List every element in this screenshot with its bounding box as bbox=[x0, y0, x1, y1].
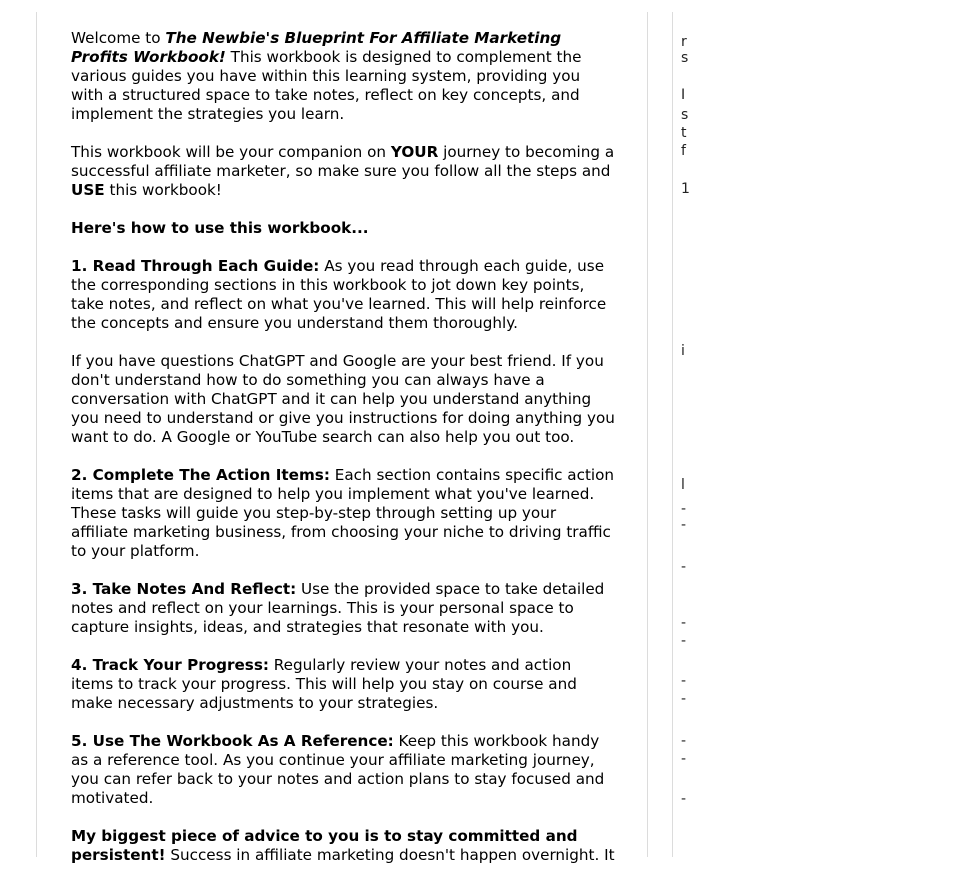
next-page-fragment: - bbox=[681, 733, 687, 749]
document-page bbox=[36, 12, 648, 864]
next-page-fragment: l bbox=[681, 477, 685, 493]
step-4 bbox=[71, 656, 616, 713]
next-page-fragment: - bbox=[681, 691, 687, 707]
next-page-fragment: - bbox=[681, 633, 687, 649]
step-body: As you read through each guide, use the corresponding sections in this workbook to jot down key points, take notes, and reflect on what you've learned. This will help reinforce the concepts and ensure you understand them thoroughly. bbox=[71, 257, 607, 332]
next-page-fragment: i bbox=[681, 343, 685, 359]
howto-heading: Here's how to use this workbook... bbox=[71, 219, 369, 237]
step-3 bbox=[71, 580, 616, 637]
next-page-fragment: - bbox=[681, 501, 687, 517]
step-body: Each section contains specific action items that are designed to help you implement what you've learned. These tasks will guide you step-by-step through setting up your affiliate marketing business, from choosing your niche to driving traffic to your platform. bbox=[71, 466, 615, 560]
next-page-fragment: r bbox=[681, 34, 687, 50]
companion-emph-your: YOUR bbox=[390, 143, 439, 161]
step-5 bbox=[71, 732, 616, 808]
step-body: Regularly review your notes and action items to track your progress. This will help you stay on course and make necessary adjustments to your strategies. bbox=[71, 656, 577, 712]
step-title: 4. Track Your Progress: bbox=[71, 656, 269, 674]
workbook-title: The Newbie's Blueprint For Affiliate Marketing Profits Workbook! bbox=[71, 29, 562, 66]
next-page-edge bbox=[672, 12, 973, 857]
companion-paragraph bbox=[71, 143, 616, 200]
step-title: 5. Use The Workbook As A Reference: bbox=[71, 732, 394, 750]
next-page-fragment: 1 bbox=[681, 181, 690, 197]
step-title: 1. Read Through Each Guide: bbox=[71, 257, 320, 275]
intro-welcome-prefix: Welcome to bbox=[71, 29, 166, 47]
chatgpt-paragraph: If you have questions ChatGPT and Google are your best friend. If you don't understand how to do something you can always have a conversation with ChatGPT and it can help you understand anything you need to understand or give you instructions for doing anything you want to do. A Google or YouTube search can also help you out too. bbox=[71, 352, 615, 446]
companion-text-b: journey to becoming a successful affiliate marketer, so make sure you follow all the steps and bbox=[71, 143, 615, 180]
step-2 bbox=[71, 466, 616, 561]
next-page-fragment: - bbox=[681, 559, 687, 575]
companion-emph-use: USE bbox=[71, 181, 105, 199]
companion-text-a: This workbook will be your companion on bbox=[71, 143, 391, 161]
step-body: Use the provided space to take detailed notes and reflect on your learnings. This is your personal space to capture insights, ideas, and strategies that resonate with you. bbox=[71, 580, 605, 636]
next-page-fragment: s bbox=[681, 107, 689, 123]
step-body: Keep this workbook handy as a reference tool. As you continue your affiliate marketing journey, you can refer back to your notes and action plans to stay focused and motivated. bbox=[71, 732, 605, 807]
step-title: 3. Take Notes And Reflect: bbox=[71, 580, 297, 598]
next-page-fragment: t bbox=[681, 125, 687, 141]
next-page-fragment: s bbox=[681, 50, 689, 66]
step-title: 2. Complete The Action Items: bbox=[71, 466, 330, 484]
next-page-fragment: - bbox=[681, 751, 687, 767]
next-page-fragment: - bbox=[681, 517, 687, 533]
next-page-fragment: - bbox=[681, 673, 687, 689]
next-page-fragment: - bbox=[681, 615, 687, 631]
step-1 bbox=[71, 257, 616, 333]
next-page-fragment: I bbox=[681, 87, 686, 103]
page-content bbox=[71, 29, 616, 884]
intro-paragraph bbox=[71, 29, 616, 124]
advice-paragraph bbox=[71, 827, 616, 865]
advice-rest: Success in affiliate marketing doesn't happen overnight. It bbox=[165, 846, 615, 864]
advice-bold: My biggest piece of advice to you is to stay committed and persistent! bbox=[71, 827, 578, 864]
companion-text-c: this workbook! bbox=[104, 181, 222, 199]
next-page-fragment: - bbox=[681, 791, 687, 807]
intro-welcome-rest: This workbook is designed to complement the various guides you have within this learning system, providing you with a structured space to take notes, reflect on key concepts, and implement the strategies you learn. bbox=[71, 48, 582, 123]
next-page-fragment: f bbox=[681, 143, 686, 159]
